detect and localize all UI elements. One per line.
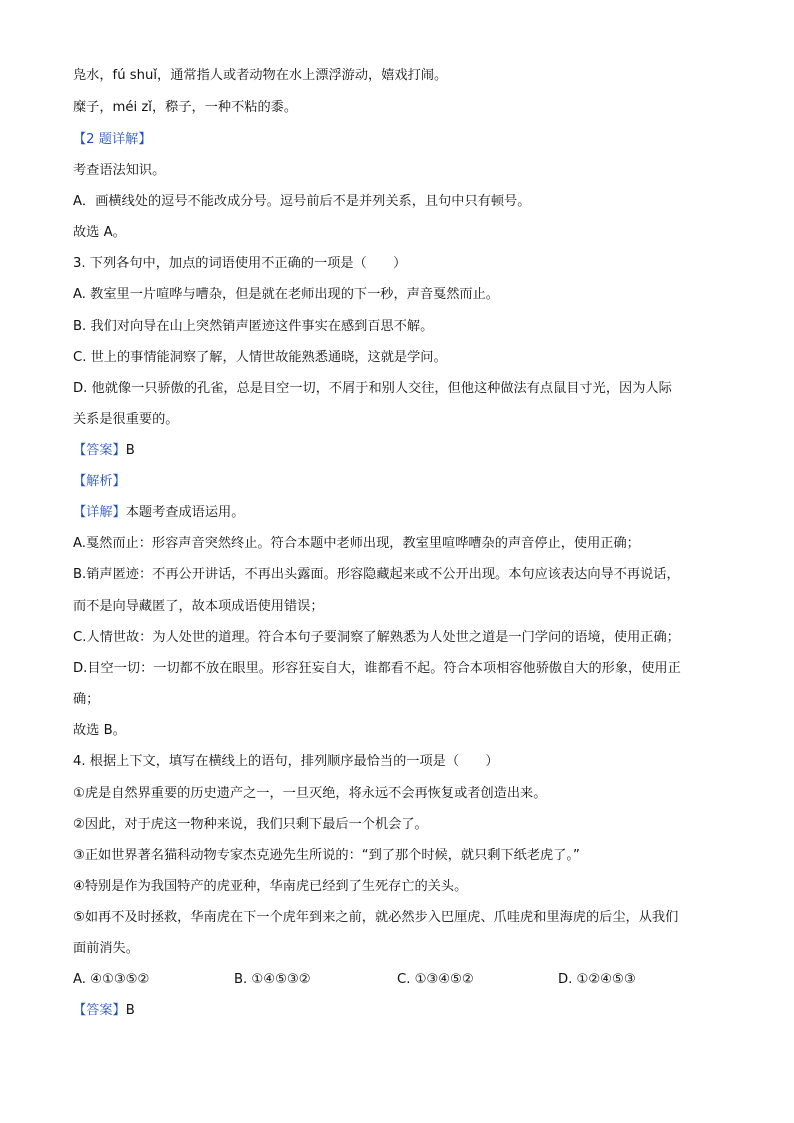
question-4-sentence-5: ⑤如再不及时拯救，华南虎在下一个虎年到来之前，就必然步入巴厘虎、爪哇虎和里海虎的后尘，从我们	[73, 910, 679, 925]
detail-text: 本题考查成语运用。	[125, 505, 245, 520]
explanation-c: C.人情世故：为人处世的道理。符合本句子要洞察了解熟悉为人处世之道是一门学问的语境，使用正确；	[73, 630, 680, 645]
explanation-d-cont: 确；	[73, 692, 100, 707]
detail-line	[73, 504, 244, 522]
text-line-1: 凫水，fú shuǐ，通常指人或者动物在水上漂浮游动，嬉戏打闹。	[73, 68, 448, 83]
answer-line-q3	[73, 442, 135, 460]
question-4-option-c: C. ①③④⑤②	[397, 972, 474, 987]
answer-label: 【答案】	[73, 443, 126, 458]
question-3-option-d: D. 他就像一只骄傲的孔雀，总是目空一切，不屑于和别人交往，但他这种做法有点鼠目寸光，因为人际	[73, 381, 672, 396]
question-4-sentence-5-cont: 面前消失。	[73, 941, 139, 956]
answer-value-q3: B	[125, 443, 135, 458]
question-3-option-a: A. 教室里一片喧哗与嘈杂，但是就在老师出现的下一秒，声音戛然而止。	[73, 287, 499, 302]
analysis-label: 【解析】	[73, 474, 126, 489]
section-header-q2-detail	[73, 131, 152, 149]
question-3-option-d-cont: 关系是很重要的。	[73, 412, 179, 427]
question-4-sentence-1: ①虎是自然界重要的历史遗产之一，一旦灭绝，将永远不会再恢复或者创造出来。	[73, 786, 547, 801]
text-line-4: 考查语法知识。	[73, 163, 166, 178]
question-3-option-b: B. 我们对向导在山上突然销声匿迹这件事实在感到百思不解。	[73, 319, 434, 334]
answer-line-q4	[73, 1002, 135, 1020]
question-4-option-d: D. ①②④⑤③	[558, 972, 636, 987]
question-4-option-a: A. ④①③⑤②	[73, 972, 150, 987]
text-line-5: A．画横线处的逗号不能改成分号。逗号前后不是并列关系，且句中只有顿号。	[73, 194, 531, 209]
question-4-sentence-3: ③正如世界著名猫科动物专家杰克逊先生所说的：“到了那个时候，就只剩下纸老虎了。”	[73, 848, 580, 863]
explanation-b-cont: 而不是向导藏匿了，故本项成语使用错误；	[73, 599, 324, 614]
question-4-sentence-4: ④特别是作为我国特产的虎亚种，华南虎已经到了生死存亡的关头。	[73, 879, 468, 894]
label-q2-detail: 【2 题详解】	[73, 132, 152, 147]
question-4-option-b: B. ①④⑤③②	[234, 972, 311, 987]
answer-value-q4: B	[125, 1003, 135, 1018]
question-3-option-c: C. 世上的事情能洞察了解，人情世故能熟悉通晓，这就是学问。	[73, 350, 447, 365]
explanation-d: D.目空一切：一切都不放在眼里。形容狂妄自大，谁都看不起。符合本项相容他骄傲自大的形象，使用正	[73, 661, 681, 676]
text-line-6: 故选 A。	[73, 225, 126, 240]
answer-label: 【答案】	[73, 1003, 126, 1018]
question-3-stem: 3. 下列各句中，加点的词语使用不正确的一项是（ ）	[73, 256, 407, 271]
text-line-2: 糜子，méi zǐ，穄子，一种不粘的黍。	[73, 100, 298, 115]
explanation-b: B.销声匿迹：不再公开讲话，不再出头露面。形容隐藏起来或不公开出现。本句应该表达向导不再说话，	[73, 567, 680, 582]
question-4-sentence-2: ②因此，对于虎这一物种来说，我们只剩下最后一个机会了。	[73, 817, 428, 832]
analysis-header	[73, 473, 126, 491]
explanation-a: A.戛然而止：形容声音突然终止。符合本题中老师出现，教室里喧哗嘈杂的声音停止，使用正确；	[73, 536, 640, 551]
question-4-stem: 4. 根据上下文，填写在横线上的语句，排列顺序最恰当的一项是（ ）	[73, 754, 499, 769]
conclusion-q3: 故选 B。	[73, 723, 126, 738]
detail-label: 【详解】	[73, 505, 126, 520]
